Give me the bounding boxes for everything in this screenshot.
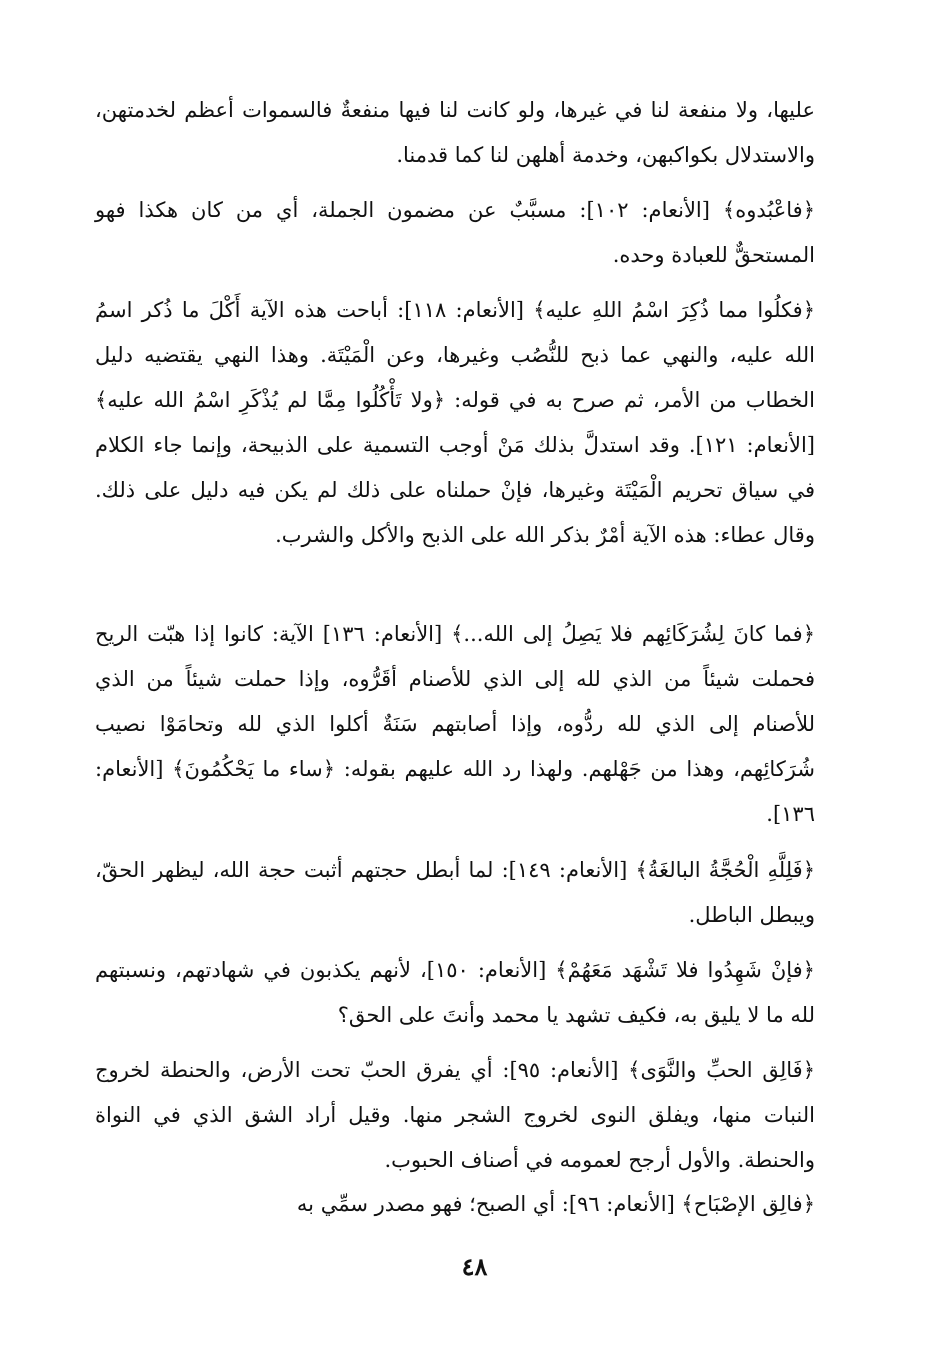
paragraph-6: ﴿فإنْ شَهِدُوا فلا تَشْهَد مَعَهُمْ﴾ [الأنعام: ١٥٠]، لأنهم يكذبون في شهادتهم، ونسبتهم لله ما لا يليق به، فكيف تشهد يا محمد وأنتَ على الحق؟	[95, 958, 815, 1027]
paragraph-4: ﴿فما كانَ لِشُرَكَائِهم فلا يَصِلُ إلى الله...﴾ [الأنعام: ١٣٦] الآية: كانوا إذا هبّت الريح فحملت شيئاً من الذي لله إلى الذي للأصنام أقَرُّوه، وإذا حملت شيئاً من الذي للأصنام إلى الذي لله ردُّوه، وإذا أصابتهم سَنَةٌ أكلوا الذي لله وتحامَوْا نصيب شُرَكائِهم، وهذا من جَهْلهم. ولهذا رد الله عليهم بقوله: ﴿ساء ما يَحْكُمُونَ﴾ [الأنعام: ١٣٦].	[95, 622, 815, 826]
paragraph-8: ﴿فالِق الإصْبَاح﴾ [الأنعام: ٩٦]: أي الصبح؛ فهو مصدر سمِّي به	[296, 1192, 815, 1216]
paragraph-1: عليها، ولا منفعة لنا في غيرها، ولو كانت لنا فيها منفعةٌ فالسموات أعظم لخدمتهن، والاستدلال بكواكبهن، وخدمة أهلهن لنا كما قدمنا.	[95, 98, 815, 167]
paragraph-2: ﴿فاعْبُدوه﴾ [الأنعام: ١٠٢]: مسبَّبٌ عن مضمون الجملة، أي من كان هكذا فهو المستحقٌّ للعبادة وحده.	[95, 198, 815, 267]
paragraph-3: ﴿فكلُوا مما ذُكِرَ اسْمُ اللهِ عليه﴾ [الأنعام: ١١٨]: أباحت هذه الآية أَكْلَ ما ذُكر اسمُ الله عليه، والنهي عما ذبح للنُّصُب وغيرها، وعن الْمَيْتَة. وهذا النهي يقتضيه دليل الخطاب من الأمر، ثم صرح به في قوله: ﴿ولا تَأْكُلُوا مِمَّا لم يُذْكَرِ اسْمُ الله عليه﴾ [الأنعام: ١٢١]. وقد استدلَّ بذلك مَنْ أوجب التسمية على الذبيحة، وإنما جاء الكلام في سياق تحريم الْمَيْتَة وغيرها، فإنْ حملناه على ذلك لم يكن فيه دليل على ذلك. وقال عطاء: هذه الآية أمْرٌ بذكر الله على الذبح والأكل والشرب.	[95, 298, 816, 547]
paragraph-5: ﴿فَلِلَّهِ الْحُجَّةُ البالغَةُ﴾ [الأنعام: ١٤٩]: لما أبطل حجتهم أثبت حجة الله، ليظهر الحقّ، ويبطل الباطل.	[95, 858, 815, 927]
page-number: ٤٨	[461, 1252, 488, 1281]
paragraph-7: ﴿فَالِق الحبِّ والنَّوَى﴾ [الأنعام: ٩٥]: أي يفرق الحبّ تحت الأرض، والحنطة لخروج النبات منها، ويفلق النوى لخروج الشجر منها. وقيل أراد الشق الذي في النواة والحنطة. والأول أرجح لعمومه في أصناف الحبوب.	[95, 1058, 815, 1172]
